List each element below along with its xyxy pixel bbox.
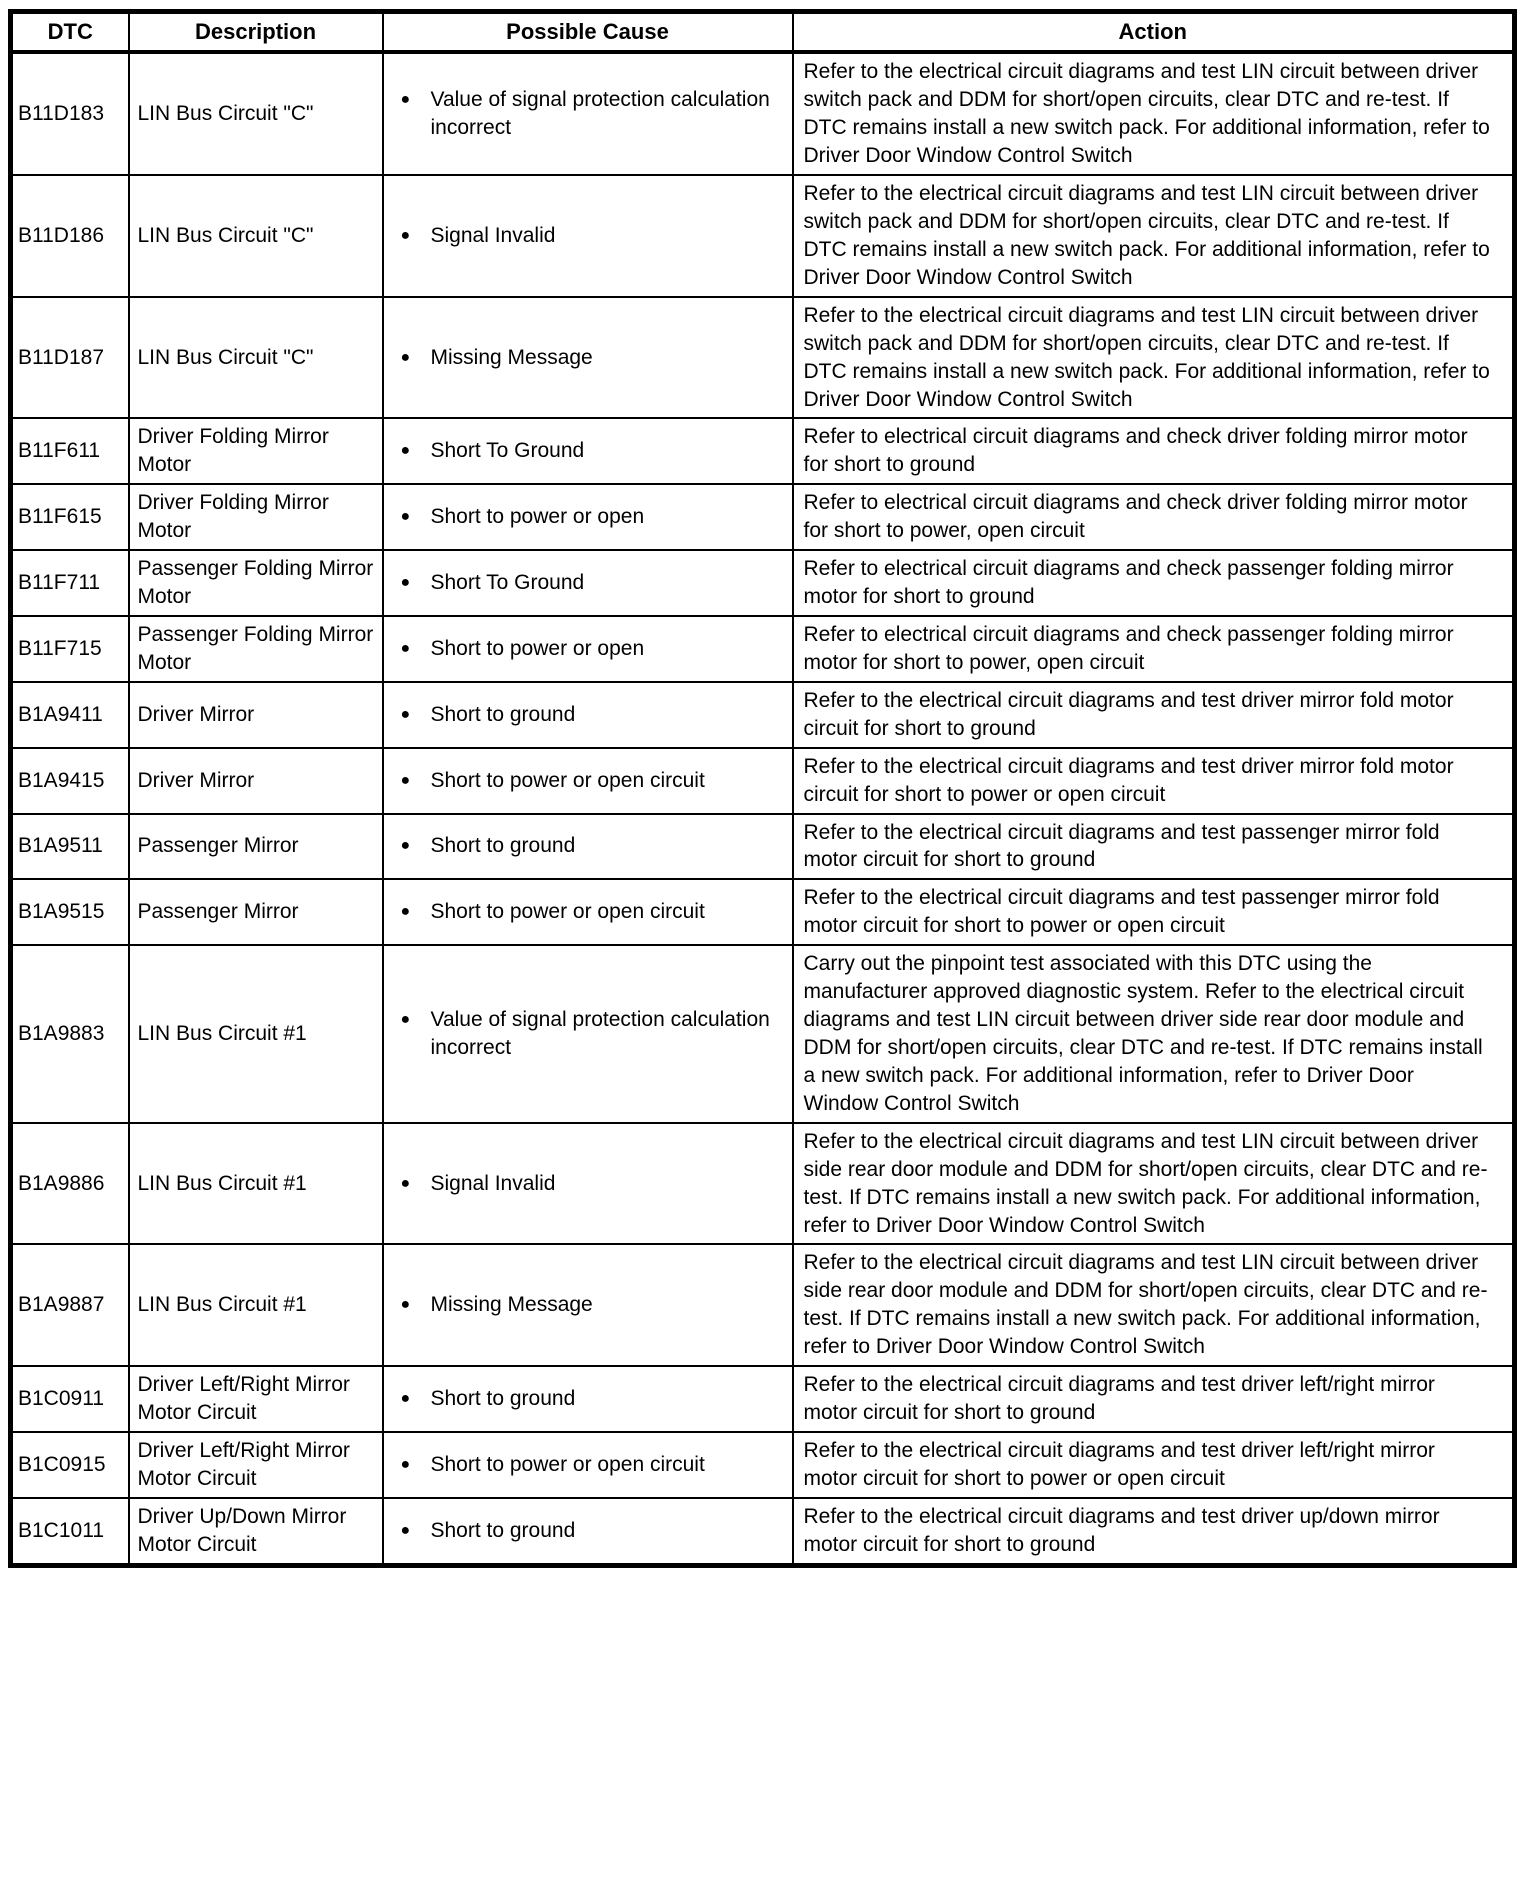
dtc-cell: B11D183 bbox=[11, 52, 129, 175]
table-row bbox=[11, 945, 1515, 1123]
description-cell: Passenger Mirror bbox=[129, 814, 383, 880]
bullet-icon: ● bbox=[400, 639, 411, 657]
action-cell: Refer to electrical circuit diagrams and check passenger folding mirror motor for short to ground bbox=[793, 550, 1515, 616]
dtc-cell: B1C0911 bbox=[11, 1366, 129, 1432]
cause-text: Short to ground bbox=[430, 834, 576, 858]
cause-text: Missing Message bbox=[430, 345, 593, 369]
cause-text: Short to power or open circuit bbox=[430, 1452, 705, 1476]
action-cell: Refer to the electrical circuit diagrams and test driver up/down mirror motor circuit for short to ground bbox=[793, 1498, 1515, 1565]
header-row bbox=[11, 12, 1515, 53]
possible-cause-cell bbox=[383, 52, 793, 175]
action-cell: Refer to the electrical circuit diagrams and test LIN circuit between driver side rear door module and DDM for short/open circuits, clear DTC and re-test. If DTC remains install a new switch pack. For additional information, refer to Driver Door Window Control Switch bbox=[793, 1123, 1515, 1245]
cause-text: Short To Ground bbox=[430, 439, 585, 463]
bullet-icon: ● bbox=[400, 1455, 411, 1473]
table-row bbox=[11, 550, 1515, 616]
bullet-icon: ● bbox=[400, 1011, 411, 1029]
cause-text: Signal Invalid bbox=[430, 223, 556, 247]
bullet-icon: ● bbox=[400, 442, 411, 460]
table-row bbox=[11, 175, 1515, 297]
table-row bbox=[11, 1123, 1515, 1245]
dtc-cell: B11F615 bbox=[11, 484, 129, 550]
bullet-icon: ● bbox=[400, 705, 411, 723]
description-cell: Driver Left/Right Mirror Motor Circuit bbox=[129, 1432, 383, 1498]
possible-cause-cell bbox=[383, 1432, 793, 1498]
bullet-icon: ● bbox=[400, 903, 411, 921]
action-cell: Refer to the electrical circuit diagrams and test passenger mirror fold motor circuit for short to power or open circuit bbox=[793, 879, 1515, 945]
table-row bbox=[11, 1498, 1515, 1565]
description-cell: Driver Mirror bbox=[129, 682, 383, 748]
possible-cause-cell bbox=[383, 616, 793, 682]
dtc-cell: B1C1011 bbox=[11, 1498, 129, 1565]
table-row bbox=[11, 1366, 1515, 1432]
action-cell: Refer to electrical circuit diagrams and check driver folding mirror motor for short to ground bbox=[793, 418, 1515, 484]
possible-cause-cell bbox=[383, 418, 793, 484]
cause-text: Value of signal protection calculation incorrect bbox=[430, 1008, 770, 1059]
possible-cause-cell bbox=[383, 682, 793, 748]
cause-text: Signal Invalid bbox=[430, 1171, 556, 1195]
dtc-cell: B1A9511 bbox=[11, 814, 129, 880]
possible-cause-cell bbox=[383, 297, 793, 419]
possible-cause-cell bbox=[383, 175, 793, 297]
table-row bbox=[11, 418, 1515, 484]
action-cell: Refer to electrical circuit diagrams and check driver folding mirror motor for short to power, open circuit bbox=[793, 484, 1515, 550]
description-cell: Passenger Folding Mirror Motor bbox=[129, 616, 383, 682]
description-cell: Driver Folding Mirror Motor bbox=[129, 418, 383, 484]
cause-text: Value of signal protection calculation incorrect bbox=[430, 88, 770, 140]
cause-text: Short To Ground bbox=[430, 571, 585, 595]
column-header-action: Action bbox=[793, 12, 1515, 53]
description-cell: LIN Bus Circuit "C" bbox=[129, 52, 383, 175]
cause-text: Short to ground bbox=[430, 1387, 576, 1411]
action-cell: Refer to the electrical circuit diagrams and test LIN circuit between driver switch pack and DDM for short/open circuits, clear DTC and re-test. If DTC remains install a new switch pack. For additional information, refer to Driver Door Window Control Switch bbox=[793, 52, 1515, 175]
table-row bbox=[11, 616, 1515, 682]
table-row bbox=[11, 484, 1515, 550]
bullet-icon: ● bbox=[400, 91, 411, 109]
bullet-icon: ● bbox=[400, 1174, 411, 1192]
action-cell: Refer to the electrical circuit diagrams and test driver mirror fold motor circuit for short to power or open circuit bbox=[793, 748, 1515, 814]
cause-text: Missing Message bbox=[430, 1293, 593, 1317]
possible-cause-cell bbox=[383, 1244, 793, 1366]
action-cell: Refer to the electrical circuit diagrams and test driver left/right mirror motor circuit for short to power or open circuit bbox=[793, 1432, 1515, 1498]
description-cell: Driver Left/Right Mirror Motor Circuit bbox=[129, 1366, 383, 1432]
dtc-cell: B11F611 bbox=[11, 418, 129, 484]
cause-text: Short to power or open bbox=[430, 505, 645, 529]
dtc-cell: B11D187 bbox=[11, 297, 129, 419]
column-header-description: Description bbox=[129, 12, 383, 53]
description-cell: LIN Bus Circuit #1 bbox=[129, 1244, 383, 1366]
cause-text: Short to power or open bbox=[430, 636, 645, 660]
dtc-cell: B11F711 bbox=[11, 550, 129, 616]
dtc-cell: B11F715 bbox=[11, 616, 129, 682]
column-header-possible-cause: Possible Cause bbox=[383, 12, 793, 53]
dtc-cell: B1A9411 bbox=[11, 682, 129, 748]
cause-text: Short to power or open circuit bbox=[430, 768, 705, 792]
possible-cause-cell bbox=[383, 1123, 793, 1245]
description-cell: LIN Bus Circuit #1 bbox=[129, 1123, 383, 1245]
action-cell: Carry out the pinpoint test associated with this DTC using the manufacturer approved diagnostic system. Refer to the electrical circuit diagrams and test LIN circuit between driver side rear door module and DDM for short/open circuits, clear DTC and re-test. If DTC remains install a new switch pack. For additional information, refer to Driver Door Window Control Switch bbox=[793, 945, 1515, 1123]
bullet-icon: ● bbox=[400, 508, 411, 526]
description-cell: Passenger Folding Mirror Motor bbox=[129, 550, 383, 616]
cause-text: Short to ground bbox=[430, 702, 576, 726]
possible-cause-cell bbox=[383, 1498, 793, 1565]
possible-cause-cell bbox=[383, 1366, 793, 1432]
bullet-icon: ● bbox=[400, 771, 411, 789]
action-cell: Refer to electrical circuit diagrams and check passenger folding mirror motor for short to power, open circuit bbox=[793, 616, 1515, 682]
bullet-icon: ● bbox=[400, 1521, 411, 1539]
description-cell: Passenger Mirror bbox=[129, 879, 383, 945]
column-header-dtc: DTC bbox=[11, 12, 129, 53]
action-cell: Refer to the electrical circuit diagrams and test LIN circuit between driver side rear door module and DDM for short/open circuits, clear DTC and re-test. If DTC remains install a new switch pack. For additional information, refer to Driver Door Window Control Switch bbox=[793, 1244, 1515, 1366]
possible-cause-cell bbox=[383, 879, 793, 945]
description-cell: Driver Folding Mirror Motor bbox=[129, 484, 383, 550]
table-row bbox=[11, 814, 1515, 880]
bullet-icon: ● bbox=[400, 1296, 411, 1314]
description-cell: LIN Bus Circuit "C" bbox=[129, 175, 383, 297]
bullet-icon: ● bbox=[400, 1390, 411, 1408]
dtc-cell: B11D186 bbox=[11, 175, 129, 297]
bullet-icon: ● bbox=[400, 574, 411, 592]
table-row bbox=[11, 748, 1515, 814]
table-row bbox=[11, 1432, 1515, 1498]
dtc-cell: B1A9887 bbox=[11, 1244, 129, 1366]
bullet-icon: ● bbox=[400, 837, 411, 855]
possible-cause-cell bbox=[383, 484, 793, 550]
cause-text: Short to power or open circuit bbox=[430, 900, 705, 924]
table-row bbox=[11, 297, 1515, 419]
bullet-icon: ● bbox=[400, 226, 411, 244]
possible-cause-cell bbox=[383, 945, 793, 1123]
dtc-table bbox=[8, 9, 1517, 1568]
description-cell: Driver Up/Down Mirror Motor Circuit bbox=[129, 1498, 383, 1565]
action-cell: Refer to the electrical circuit diagrams and test passenger mirror fold motor circuit for short to ground bbox=[793, 814, 1515, 880]
description-cell: Driver Mirror bbox=[129, 748, 383, 814]
description-cell: LIN Bus Circuit #1 bbox=[129, 945, 383, 1123]
possible-cause-cell bbox=[383, 748, 793, 814]
dtc-cell: B1C0915 bbox=[11, 1432, 129, 1498]
action-cell: Refer to the electrical circuit diagrams and test LIN circuit between driver switch pack and DDM for short/open circuits, clear DTC and re-test. If DTC remains install a new switch pack. For additional information, refer to Driver Door Window Control Switch bbox=[793, 175, 1515, 297]
dtc-cell: B1A9415 bbox=[11, 748, 129, 814]
bullet-icon: ● bbox=[400, 348, 411, 366]
dtc-cell: B1A9886 bbox=[11, 1123, 129, 1245]
cause-text: Short to ground bbox=[430, 1518, 576, 1542]
dtc-cell: B1A9883 bbox=[11, 945, 129, 1123]
table-row bbox=[11, 1244, 1515, 1366]
action-cell: Refer to the electrical circuit diagrams and test driver left/right mirror motor circuit for short to ground bbox=[793, 1366, 1515, 1432]
action-cell: Refer to the electrical circuit diagrams and test driver mirror fold motor circuit for short to ground bbox=[793, 682, 1515, 748]
possible-cause-cell bbox=[383, 814, 793, 880]
dtc-table-body bbox=[11, 52, 1515, 1565]
possible-cause-cell bbox=[383, 550, 793, 616]
dtc-cell: B1A9515 bbox=[11, 879, 129, 945]
table-row bbox=[11, 52, 1515, 175]
table-row bbox=[11, 879, 1515, 945]
action-cell: Refer to the electrical circuit diagrams and test LIN circuit between driver switch pack and DDM for short/open circuits, clear DTC and re-test. If DTC remains install a new switch pack. For additional information, refer to Driver Door Window Control Switch bbox=[793, 297, 1515, 419]
table-row bbox=[11, 682, 1515, 748]
description-cell: LIN Bus Circuit "C" bbox=[129, 297, 383, 419]
